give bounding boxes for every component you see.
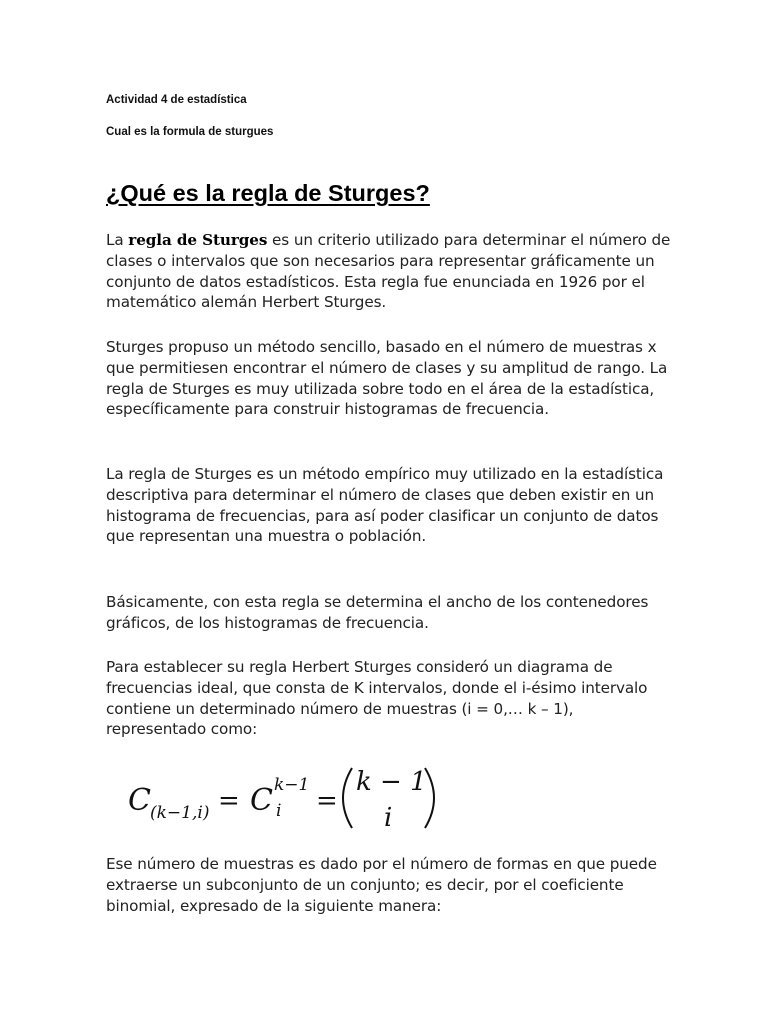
paragraph-5: Para establecer su regla Herbert Sturges consideró un diagrama de frecuencias ideal, que consta de K intervalos, donde el i-ésimo intervalo contiene un determinado número de muestras (i = 0,… k – 1), representado como: (106, 658, 648, 739)
activity-label: Actividad 4 de estadística (106, 94, 247, 106)
formula-sub-lhs: (k−1,i) (150, 803, 210, 823)
paragraph-1-bold: regla de Sturges (128, 231, 268, 249)
paragraph-6: Ese número de muestras es dado por el número de formas en que puede extraerse un subconjunto de un conjunto; es decir, por el coeficiente binomial, expresado de la siguiente manera: (106, 855, 657, 915)
paragraph-1-prefix: La (106, 231, 129, 249)
formula-left-paren (343, 768, 352, 828)
formula-c-mid: C (250, 783, 273, 818)
formula-binom-top: k − 1 (356, 767, 427, 797)
question-label: Cual es la formula de sturgues (106, 126, 274, 138)
paragraph-1-rest: es un criterio utilizado para determinar el número de clases o intervalos que son necesarios para representar gráficamente un conjunto de datos estadísticos. Esta regla fue enunciada en 1926 por el matemático alemán Herbert Sturges. (106, 231, 671, 312)
formula-eq-1: = (218, 786, 240, 816)
page-title: ¿Qué es la regla de Sturges? (106, 180, 430, 206)
paragraph-3: La regla de Sturges es un método empírico muy utilizado en la estadística descriptiva para determinar el número de clases que deben existir en un histograma de frecuencias, para así poder clasificar un conjunto de datos que representan una muestra o población. (106, 465, 664, 546)
formula-eq-2: = (316, 786, 338, 816)
formula-combination (126, 760, 446, 832)
formula-c-lhs: C (128, 783, 151, 818)
formula-binom-bottom: i (384, 803, 393, 832)
formula-sub-mid: i (276, 801, 282, 821)
paragraph-2: Sturges propuso un método sencillo, basado en el número de muestras x que permitiesen encontrar el número de clases y su amplitud de rango. La regla de Sturges es muy utilizada sobre todo en el área de la estadística, específicamente para construir histogramas de frecuencia. (106, 338, 668, 419)
paragraph-1 (106, 230, 676, 313)
formula-sup-mid: k−1 (274, 775, 310, 795)
paragraph-4: Básicamente, con esta regla se determina el ancho de los contenedores gráficos, de los histogramas de frecuencia. (106, 593, 649, 632)
